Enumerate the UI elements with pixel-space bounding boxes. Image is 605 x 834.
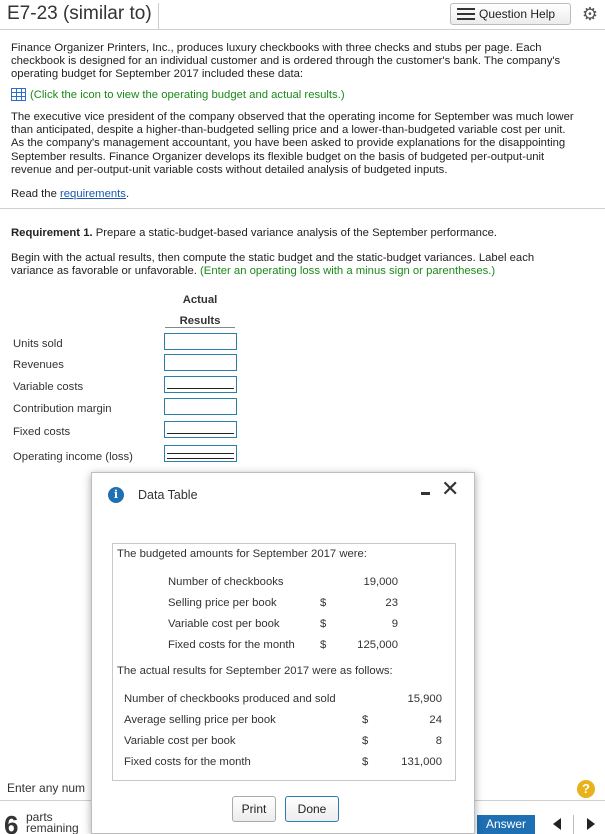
column-header-actual: Actual — [182, 294, 218, 306]
parts-label: parts — [26, 810, 53, 824]
header-bar — [0, 0, 605, 30]
actual-currency: $ — [362, 714, 369, 726]
dialog-title: Data Table — [138, 488, 198, 502]
actual-label: Average selling price per book — [124, 714, 276, 726]
data-table-panel — [112, 543, 456, 781]
next-arrow-icon[interactable] — [587, 818, 595, 830]
row-label-revenues: Revenues — [13, 359, 64, 371]
instruction-plain: variance as favorable or unfavorable. — [11, 265, 201, 278]
actual-heading: The actual results for September 2017 were as follows: — [117, 665, 393, 677]
divider — [0, 208, 605, 209]
problem-line: checkbook is designed for an individual customer and is ordered through the customer's bank. The company's — [11, 55, 561, 68]
enter-hint: Enter any num — [7, 781, 86, 795]
page-title: E7-23 (similar to) — [7, 3, 159, 29]
problem-line: The executive vice president of the company observed that the operating income for September was much lower — [11, 111, 574, 123]
actual-value: 15,900 — [407, 693, 442, 705]
actual-label: Variable cost per book — [124, 735, 236, 747]
problem-paragraph-2 — [11, 111, 574, 177]
actual-label: Fixed costs for the month — [124, 756, 251, 768]
row-label-contribution-margin: Contribution margin — [13, 403, 112, 415]
close-icon[interactable]: ✕ — [441, 476, 460, 501]
budget-value: 9 — [391, 618, 398, 630]
help-icon[interactable]: ? — [577, 780, 595, 798]
budget-heading: The budgeted amounts for September 2017 were: — [117, 548, 367, 560]
parts-count: 6 — [4, 810, 19, 834]
budget-value: 23 — [385, 597, 398, 609]
list-icon — [457, 8, 475, 20]
operating-income-input[interactable] — [164, 445, 237, 462]
instruction-line — [11, 265, 534, 278]
row-label-fixed-costs: Fixed costs — [13, 426, 71, 438]
revenues-input[interactable] — [164, 354, 237, 371]
budget-value: 125,000 — [357, 639, 398, 651]
row-label-operating-income: Operating income (loss) — [13, 451, 133, 463]
budget-value: 19,000 — [363, 576, 398, 588]
done-button[interactable]: Done — [285, 796, 339, 822]
actual-label: Number of checkbooks produced and sold — [124, 693, 336, 705]
actual-currency: $ — [362, 735, 369, 747]
question-help-button[interactable] — [450, 3, 571, 25]
budget-currency: $ — [320, 618, 327, 630]
data-table-link[interactable] — [11, 88, 345, 101]
budget-currency: $ — [320, 639, 327, 651]
problem-line: operating budget for September 2017 included these data: — [11, 68, 304, 81]
variable-costs-input[interactable] — [164, 376, 237, 393]
column-header-results: Results — [179, 315, 221, 327]
problem-line: Finance Organizer Printers, Inc., produces luxury checkbooks with three checks and stubs per page. Each — [11, 42, 542, 54]
parts-remaining — [26, 812, 79, 834]
read-suffix: . — [125, 188, 130, 200]
actual-currency: $ — [362, 756, 369, 768]
requirement-1 — [11, 227, 497, 240]
problem-paragraph-1 — [11, 42, 560, 82]
instruction-line: Begin with the actual results, then compute the static budget and the static-budget variances. Label each — [11, 252, 535, 264]
nav-divider — [573, 815, 574, 834]
data-table-dialog — [91, 472, 475, 834]
column-header-rule — [165, 327, 235, 328]
row-label-units-sold: Units sold — [13, 338, 63, 350]
remaining-label: remaining — [26, 821, 79, 834]
row-label-variable-costs: Variable costs — [13, 381, 84, 393]
minimize-icon[interactable] — [421, 492, 430, 495]
read-prefix: Read the — [11, 188, 60, 200]
table-icon[interactable] — [11, 88, 26, 101]
actual-value: 24 — [429, 714, 442, 726]
units-sold-input[interactable] — [164, 333, 237, 350]
contribution-margin-input[interactable] — [164, 398, 237, 415]
problem-line: revenue and per-output-unit variable costs without detailed analysis of budgeted inputs. — [11, 163, 448, 176]
budget-label: Variable cost per book — [168, 618, 280, 630]
requirement-instructions — [11, 252, 534, 278]
info-icon: i — [108, 487, 124, 503]
data-table-link-text[interactable]: (Click the icon to view the operating budget and actual results.) — [30, 88, 345, 101]
gear-icon[interactable]: ⚙ — [581, 4, 599, 24]
instruction-hint: (Enter an operating loss with a minus sign or parentheses.) — [200, 265, 496, 278]
previous-arrow-icon[interactable] — [553, 818, 561, 830]
requirements-link[interactable]: requirements — [60, 188, 126, 200]
budget-currency: $ — [320, 597, 327, 609]
actual-value: 8 — [435, 735, 442, 747]
budget-label: Selling price per book — [168, 597, 277, 609]
problem-line: As the company's management accountant, you have been asked to provide explanations for the disappointing — [11, 137, 566, 150]
requirement-label: Requirement 1. — [11, 227, 93, 239]
fixed-costs-input[interactable] — [164, 421, 237, 438]
actual-value: 131,000 — [401, 756, 442, 768]
question-help-label: Question Help — [479, 7, 556, 21]
problem-line: than anticipated, despite a higher-than-budgeted selling price and a lower-than-budgeted variable cost per unit. — [11, 124, 566, 137]
requirement-text: Prepare a static-budget-based variance analysis of the September performance. — [92, 227, 498, 239]
problem-line: September results. Finance Organizer develops its flexible budget on the basis of budgeted per-output-unit — [11, 150, 545, 163]
budget-label: Fixed costs for the month — [168, 639, 295, 651]
budget-label: Number of checkbooks — [168, 576, 284, 588]
read-requirements — [11, 188, 129, 201]
print-button[interactable]: Print — [232, 796, 276, 822]
answer-button[interactable]: Answer — [477, 815, 535, 834]
